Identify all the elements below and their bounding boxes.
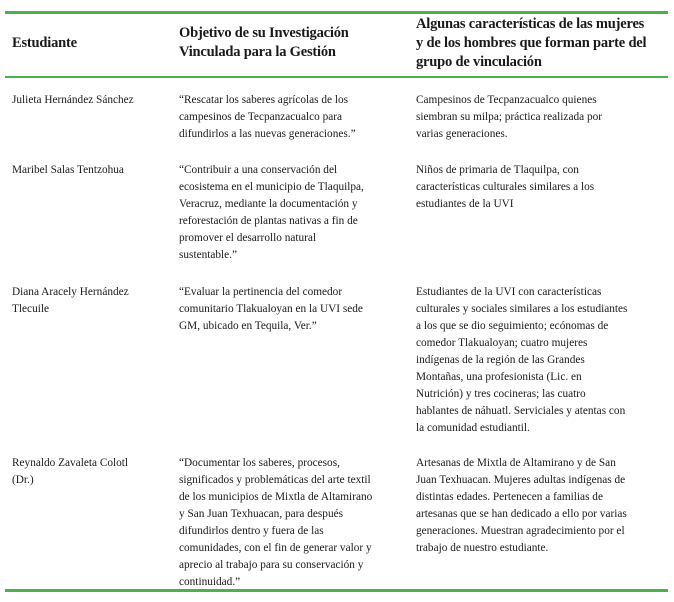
- text-line: trabajo de nuestro estudiante.: [416, 542, 549, 554]
- text-line: continuidad.”: [179, 576, 241, 588]
- text-line: hablantes de náhuatl. Serviciales y atentas con: [416, 405, 626, 417]
- text-line: Campesinos de Tecpanzacualco quienes: [416, 94, 597, 106]
- characteristics-cell: [416, 284, 627, 437]
- text-line: reforestación de plantas nativas a fin de: [179, 215, 358, 227]
- text-line: generaciones. Muestran agradecimiento por el: [416, 525, 625, 537]
- text-line: “Contribuir a una conservación del: [179, 164, 338, 176]
- text-line: artesanas que se han dedicado a ello por varias: [416, 508, 627, 520]
- text-line: sustentable.”: [179, 249, 238, 261]
- text-line: comunitario Tlakualoyan en la UVI sede: [179, 303, 363, 315]
- student-cell: [12, 455, 128, 489]
- text-line: Veracruz, mediante la documentación y: [179, 198, 358, 210]
- text-line: Nutrición) y tres cocineras; las cuatro: [416, 388, 586, 400]
- objective-cell: [179, 455, 372, 591]
- text-line: difundirlos dentro y fuera de las: [179, 525, 324, 537]
- table-bottom-rule: [5, 589, 668, 592]
- text-line: GM, ubicado en Tequila, Ver.”: [179, 320, 317, 332]
- text-line: (Dr.): [12, 474, 34, 486]
- text-line: Estudiantes de la UVI con características: [416, 286, 602, 298]
- text-line: Maribel Salas Tentzohua: [12, 164, 124, 176]
- text-line: ecosistema en el municipio de Tlaquilpa,: [179, 181, 364, 193]
- text-line: “Evaluar la pertinencia del comedor: [179, 286, 343, 298]
- student-cell: [12, 92, 134, 109]
- text-line: campesinos de Tecpanzacualco para: [179, 111, 343, 123]
- objective-cell: [179, 284, 363, 335]
- text-line: de los municipios de Mixtla de Altamirano: [179, 491, 373, 503]
- text-line: difundirlos a las nuevas generaciones.”: [179, 128, 356, 140]
- text-line: indígenas de la región de las Grandes: [416, 354, 585, 366]
- text-line: estudiantes de la UVI: [416, 198, 514, 210]
- text-line: Vinculada para la Gestión: [179, 44, 336, 60]
- text-line: siembran su milpa; práctica realizada por: [416, 111, 603, 123]
- text-line: Estudiante: [12, 35, 77, 51]
- text-line: Montañas, una profesionista (Lic. en: [416, 371, 582, 383]
- objective-cell: [179, 92, 356, 143]
- objective-cell: [179, 162, 364, 264]
- text-line: aprecio al trabajo para su conservación y: [179, 559, 364, 571]
- text-line: Diana Aracely Hernández: [12, 286, 129, 298]
- text-line: varias generaciones.: [416, 128, 508, 140]
- text-line: y San Juan Texhuacan, para después: [179, 508, 344, 520]
- text-line: Juan Texhuacan. Mujeres adultas indígenas de: [416, 474, 626, 486]
- header-student: [12, 34, 77, 53]
- text-line: comedor Tlakualoyan; cuatro mujeres: [416, 337, 588, 349]
- text-line: significados y problemáticas del arte textil: [179, 474, 371, 486]
- characteristics-cell: [416, 92, 602, 143]
- text-line: grupo de vinculación: [416, 54, 542, 70]
- text-line: “Rescatar los saberes agrícolas de los: [179, 94, 349, 106]
- header-objective: [179, 24, 349, 62]
- text-line: distintas edades. Pertenecen a familias de: [416, 491, 603, 503]
- table-top-rule: [5, 11, 668, 14]
- text-line: características culturales similares a los: [416, 181, 595, 193]
- text-line: a los que se dio seguimiento; ecónomas de: [416, 320, 609, 332]
- text-line: Julieta Hernández Sánchez: [12, 94, 134, 106]
- text-line: Artesanas de Mixtla de Altamirano y de San: [416, 457, 616, 469]
- text-line: la comunidad estudiantil.: [416, 422, 530, 434]
- student-cell: [12, 162, 124, 179]
- characteristics-cell: [416, 162, 594, 213]
- text-line: comunidades, con el fin de generar valor y: [179, 542, 372, 554]
- text-line: Tlecuile: [12, 303, 50, 315]
- text-line: Objetivo de su Investigación: [179, 25, 349, 41]
- text-line: Algunas características de las mujeres: [416, 16, 645, 32]
- text-line: culturales y sociales similares a los estudiantes: [416, 303, 628, 315]
- text-line: “Documentar los saberes, procesos,: [179, 457, 340, 469]
- text-line: y de los hombres que forman parte del: [416, 35, 647, 51]
- characteristics-cell: [416, 455, 627, 557]
- header-characteristics: [416, 15, 646, 72]
- text-line: Reynaldo Zavaleta Colotl: [12, 457, 129, 469]
- text-line: Niños de primaria de Tlaquilpa, con: [416, 164, 579, 176]
- student-cell: [12, 284, 129, 318]
- header-rule: [5, 76, 668, 78]
- text-line: promover el desarrollo natural: [179, 232, 317, 244]
